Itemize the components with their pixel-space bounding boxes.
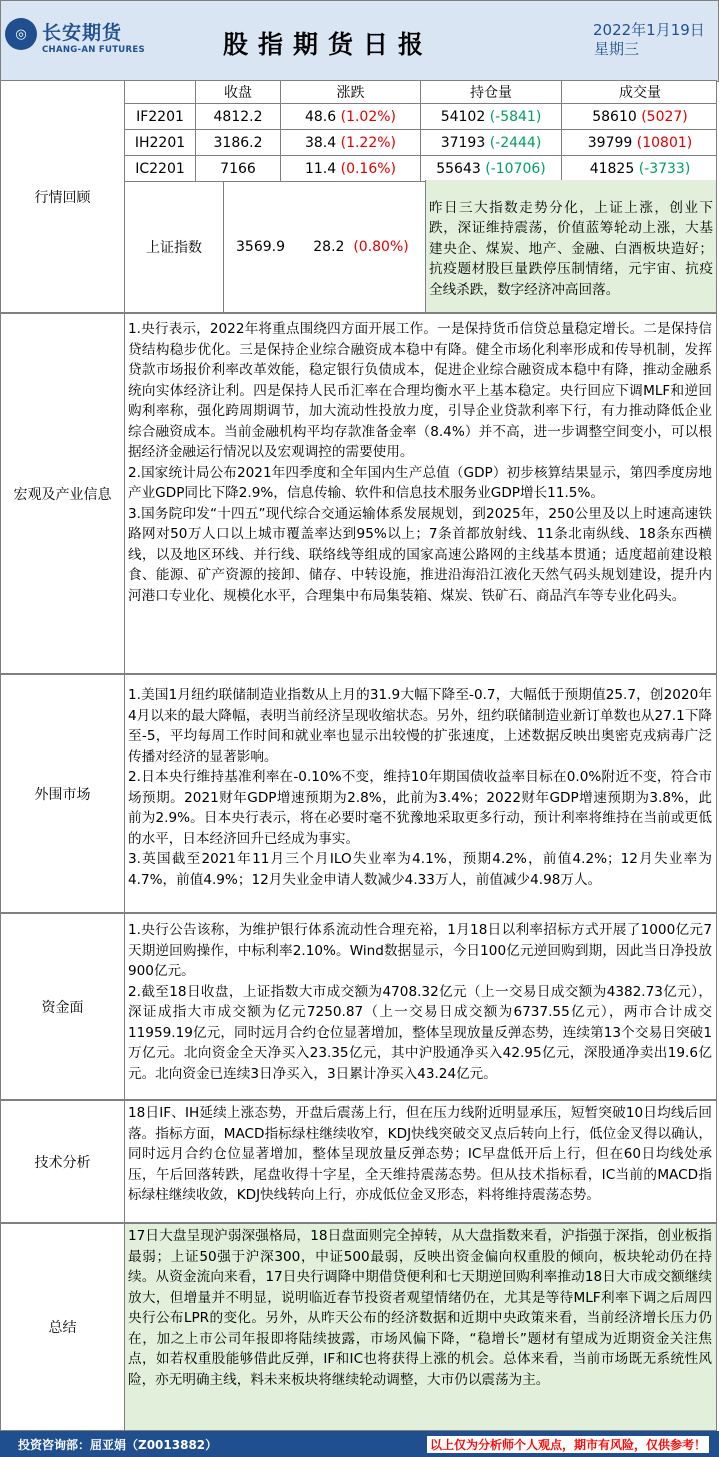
section-label-overseas: 外围市场: [1, 675, 125, 912]
index-change-pct: (0.80%): [353, 239, 409, 255]
oi-value: 54102: [440, 108, 486, 125]
contract-name: IF2201: [125, 104, 196, 129]
change-value: 48.6: [304, 108, 337, 125]
index-name: 上证指数: [125, 182, 224, 312]
contract-name: IC2201: [125, 156, 196, 181]
technical-body: [125, 1101, 716, 1222]
oi-cell: [421, 130, 562, 155]
paragraph: 17日大盘呈现沪弱深强格局，18日盘面则完全掉转，从大盘指数来看，沪指强于深指，创业板指最弱；上证50强于沪深300，中证500最弱，反映出资金偏向权重股的倾向，板块轮动仍在持续。从资金流向来看，17日央行调降中期借贷便利和七天期逆回购利率推动18日大市成交额继续放大，但增量并不明显，说明临近春节投资者观望情绪仍在，尤其是等待MLF利率下调之后周四央行公布LPR的变化。另外，从昨天公布的经济数据和近期中央政策来看，当前经济增长压力仍在，加之上市公司年报即将陆续披露，市场风偏下降，“稳增长”题材有望成为近期资金关注焦点，如若权重股能够借此反弹，IF和IC也将获得上涨的机会。总体来看，当前市场既无系统性风险，亦无明确主线，料未来板块将继续轮动调整，大市仍以震荡为主。: [128, 1228, 712, 1388]
section-label-market: 行情回顾: [1, 81, 125, 312]
change-cell: [281, 130, 421, 155]
index-close: 3569.9: [236, 239, 285, 255]
paragraph: 1.美国1月纽约联储制造业指数从上月的31.9大幅下降至-0.7，大幅低于预期值25.7，创2020年4月以来的最大降幅，表明当前经济呈现收缩状态。另外，纽约联储制造业新订单数也从27.1下降至-5，平均每周工作时间和就业率也显示出较慢的扩张速度，上述数据反映出奥密克戎病毒广泛传播对经济的显著影响。: [128, 687, 712, 765]
report-footer: [0, 1431, 719, 1457]
funds-body: [125, 914, 716, 1099]
section-label-technical: 技术分析: [1, 1101, 125, 1222]
index-change: 28.2: [313, 239, 345, 255]
table-row: [125, 156, 716, 182]
overseas-body: [125, 675, 716, 912]
logo-english-name: CHANG-AN FUTURES: [42, 45, 145, 55]
company-logo: [5, 14, 145, 66]
contract-name: IH2201: [125, 130, 196, 155]
oi-cell: [421, 156, 562, 181]
oi-value: 55643: [436, 160, 481, 177]
close-value: 3186.2: [196, 130, 281, 155]
logo-emblem-icon: ◎: [5, 18, 37, 50]
header-cell-oi: 持仓量: [421, 81, 562, 103]
paragraph: 2.截至18日收盘，上证指数大市成交额为4708.32亿元（上一交易日成交额为4382.73亿元），深证成指大市成交额为亿元7250.87（上一交易日成交额为6737.55亿元），两市合计成交11959.19亿元，同时远月合约仓位显著增加，整体呈现放量反弹态势，连续第13个交易日突破1万亿元。北向资金全天净买入23.35亿元，其中沪股通净买入42.95亿元，深股通净卖出19.6亿元。北向资金已连续3日净买入，3日累计净买入43.24亿元。: [128, 983, 712, 1082]
paragraph: 2.日本央行维持基准利率在-0.10%不变，维持10年期国债收益率目标在0.0%附近不变，符合市场预期。2021财年GDP增速预期为2.8%，此前为3.4%；2022财年GDP增速预期为3.8%，此前为2.9%。日本央行表示，将在必要时毫不犹豫地采取更多行动，预计利率将维持在当前或更低的水平，日本经济回升已经成为事实。: [128, 769, 712, 847]
change-pct: (0.16%): [340, 160, 397, 177]
summary-section: [0, 1223, 717, 1431]
volume-value: 58610: [592, 108, 637, 125]
report-date: [593, 21, 705, 59]
weekday-text: 星期三: [594, 40, 640, 58]
paragraph: 1.央行公告该称，为维护银行体系流动性合理充裕，1月18日以利率招标方式开展了1000亿元7天期逆回购操作，中标利率2.10%。Wind数据显示，今日100亿元逆回购到期，因此当日净投放900亿元。: [128, 922, 712, 979]
volume-value: 39799: [587, 134, 633, 151]
header-cell-close: 收盘: [196, 81, 281, 103]
volume-change: (5027): [641, 108, 688, 125]
volume-cell: [562, 156, 718, 181]
date-text: 2022年1月19日: [593, 21, 705, 39]
macro-section: [0, 313, 717, 674]
close-value: 7166: [196, 156, 281, 181]
paragraph: 1.央行表示，2022年将重点围绕四方面开展工作。一是保持货币信贷总量稳定增长。二是保持信贷结构稳步优化。三是保持企业综合融资成本稳中有降。健全市场化利率形成和传导机制，发挥贷款市场报价利率改革效能，稳定银行负债成本，促进企业综合融资成本稳中有降，推动金融系统向实体经济让利。四是保持人民币汇率在合理均衡水平上基本稳定。央行回应下调MLF和逆回购利率称，强化跨周期调节，加大流动性投放力度，引导企业贷款利率下行，有力推动降低企业综合融资成本。当前金融机构平均存款准备金率（8.4%）并不高，进一步调整空间变小，可以根据经济金融运行情况以及宏观调控的需要使用。: [128, 321, 712, 460]
footer-analyst: 投资咨询部：屈亚娟（Z0013882）: [18, 1438, 218, 1452]
market-review-section: [0, 80, 717, 313]
volume-value: 41825: [589, 160, 635, 177]
table-row: [125, 104, 716, 130]
funds-section: [0, 913, 717, 1100]
oi-change: (-5841): [489, 108, 542, 125]
change-pct: (1.22%): [340, 134, 397, 151]
header-cell-change: 涨跌: [281, 81, 421, 103]
section-label-macro: 宏观及产业信息: [1, 314, 125, 673]
footer-disclaimer: 以上仅为分析师个人观点，期市有风险，仅供参考！: [427, 1436, 709, 1453]
index-change-cell: [297, 182, 425, 312]
paragraph: 18日IF、IH延续上涨态势，开盘后震荡上行，但在压力线附近明显承压，短暂突破10日均线后回落。指标方面，MACD指标绿柱继续收窄，KDJ快线突破交叉点后转向上行，低位金叉得以确认，同时远月合约仓位显著增加，整体呈现放量反弹态势；IC早盘低开后上行，但在60日均线处承压，午后回落转跌，尾盘收得十字星，全天维持震荡态势。但从技术指标看，IC当前的MACD指标绿柱继续收敛，KDJ快线转向上行，亦成低位金叉形态，料将维持震荡态势。: [128, 1105, 712, 1203]
table-row: [125, 130, 716, 156]
market-header-row: [125, 81, 716, 104]
section-label-summary: 总结: [1, 1224, 125, 1430]
header-cell-blank: [125, 81, 196, 103]
volume-cell: [562, 104, 718, 129]
logo-chinese-name: 长安期货: [42, 22, 123, 44]
change-value: 11.4: [304, 160, 337, 177]
oi-change: (-10706): [485, 160, 546, 177]
volume-change: (10801): [636, 134, 693, 151]
volume-change: (-3733): [638, 160, 691, 177]
change-cell: [281, 104, 421, 129]
oi-change: (-2444): [489, 134, 542, 151]
report-title: 股指期货日报: [223, 30, 434, 59]
market-comment-text: 昨日三大指数走势分化，上证上涨，创业下跌，深证维持震荡，价值蓝筹轮动上涨，大基建央企、煤炭、地产、金融、白酒板块造好；抗疫题材股巨量跌停压制情绪，元宇宙、抗疫全线杀跌，数字经济冲高回落。: [429, 199, 713, 298]
change-cell: [281, 156, 421, 181]
paragraph: 3.国务院印发“十四五”现代综合交通运输体系发展规划，到2025年，250公里及以上时速高速铁路网对50万人口以上城市覆盖率达到95%以上；7条首都放射线、11条北南纵线、18条东西横线，以及地区环线、并行线、联络线等组成的国家高速公路网的主线基本贯通；适度超前建设粮食、能源、矿产资源的接卸、储存、中转设施，推进沿海沿江液化天然气码头规划建设，提升内河港口专业化、规模化水平，合理集中布局集装箱、煤炭、铁矿石、商品汽车等专业化码头。: [128, 505, 712, 604]
macro-body: [125, 314, 716, 673]
change-value: 38.4: [304, 134, 337, 151]
oi-value: 37193: [440, 134, 486, 151]
section-label-funds: 资金面: [1, 914, 125, 1099]
report-header: [0, 0, 719, 82]
paragraph: 3.英国截至2021年11月三个月ILO失业率为4.1%，预期4.2%，前值4.2%；12月失业率为4.7%，前值4.9%；12月失业金申请人数减少4.33万人，前值减少4.98万人。: [128, 851, 712, 888]
overseas-section: [0, 674, 717, 913]
volume-cell: [562, 130, 718, 155]
oi-cell: [421, 104, 562, 129]
market-comment: [425, 180, 716, 312]
header-cell-volume: 成交量: [619, 85, 661, 101]
technical-section: [0, 1100, 717, 1223]
close-value: 4812.2: [196, 104, 281, 129]
summary-body: [125, 1224, 716, 1430]
paragraph: 2.国家统计局公布2021年四季度和全年国内生产总值（GDP）初步核算结果显示，第四季度房地产业GDP同比下降2.9%，信息传输、软件和信息技术服务业GDP增长11.5%。: [128, 464, 712, 501]
change-pct: (1.02%): [340, 108, 397, 125]
